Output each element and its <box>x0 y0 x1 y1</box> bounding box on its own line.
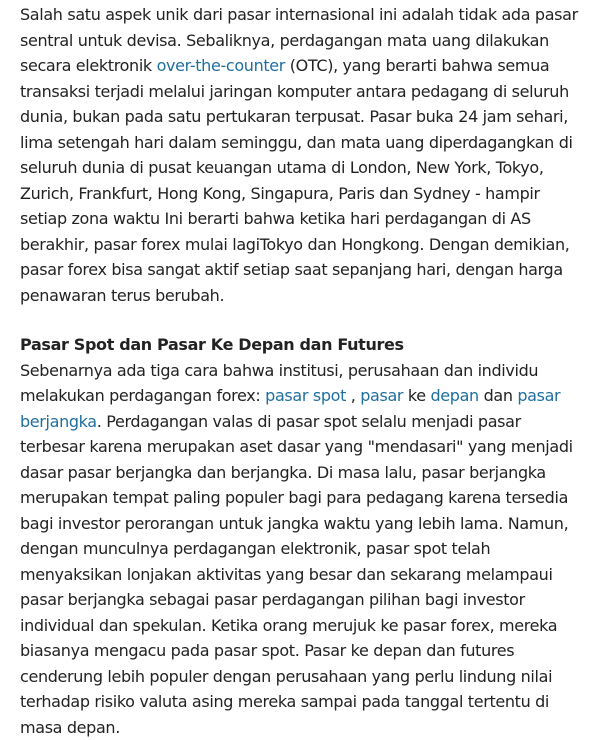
paragraph-text: , <box>346 386 360 405</box>
paragraph-text: (OTC), yang berarti bahwa semua transaksi terjadi melalui jaringan komputer antara pedagang di seluruh dunia, bukan pada satu pertukaran terpusat. Pasar buka 24 jam sehari, lima setengah hari dalam seminggu, dan mata uang diperdagangkan di seluruh dunia di pusat keuangan utama di London, New York, Tokyo, Zurich, Frankfurt, Hong Kong, Singapura, Paris dan Sydney - hampir setiap zona waktu Ini berarti bahwa ketika hari perdagangan di AS berakhir, pasar forex mulai lagiTokyo dan Hongkong. Dengan demikian, pasar forex bisa sangat aktif setiap saat sepanjang hari, dengan harga penawaran terus berubah. <box>20 56 573 305</box>
paragraph-text: Sebenarnya ada tiga cara bahwa institusi, perusahaan dan individu melakukan perdagangan forex: <box>20 361 538 406</box>
paragraph-text: . Perdagangan valas di pasar spot selalu menjadi pasar terbesar karena merupakan aset dasar yang "mendasari" yang menjadi dasar pasar berjangka dan berjangka. Di masa lalu, pasar berjangka merupakan tempat paling populer bagi para pedagang karena tersedia bagi investor perorangan untuk jangka waktu yang lebih lama. Namun, dengan munculnya perdagangan elektronik, pasar spot telah menyaksikan lonjakan aktivitas yang besar dan sekarang melampaui pasar berjangka sebagai pasar perdagangan pilihan bagi investor individual dan spekulan. Ketika orang merujuk ke pasar forex, mereka biasanya mengacu pada pasar spot. Pasar ke depan dan futures cenderung lebih populer dengan perusahaan yang perlu lindung nilai terhadap risiko valuta asing mereka sampai pada tanggal tertentu di masa depan. <box>20 412 573 737</box>
link-depan[interactable]: depan <box>430 386 478 405</box>
paragraph-spot-forward-futures <box>20 358 586 740</box>
paragraph-text: Salah satu aspek unik dari pasar internasional ini adalah tidak ada pasar sentral untuk devisa. Sebaliknya, perdagangan mata uang dilakukan secara elektronik <box>20 5 578 75</box>
paragraph-forex-market-overview <box>20 2 586 308</box>
paragraph-text: ke <box>403 386 430 405</box>
paragraph-text: dan <box>479 386 518 405</box>
link-pasar-spot[interactable]: pasar spot <box>265 386 346 405</box>
link-over-the-counter[interactable]: over-the-counter <box>157 56 285 75</box>
link-pasar[interactable]: pasar <box>360 386 403 405</box>
section-heading: Pasar Spot dan Pasar Ke Depan dan Futures <box>20 332 586 358</box>
link-pasar-berjangka[interactable]: pasar berjangka <box>20 386 560 431</box>
